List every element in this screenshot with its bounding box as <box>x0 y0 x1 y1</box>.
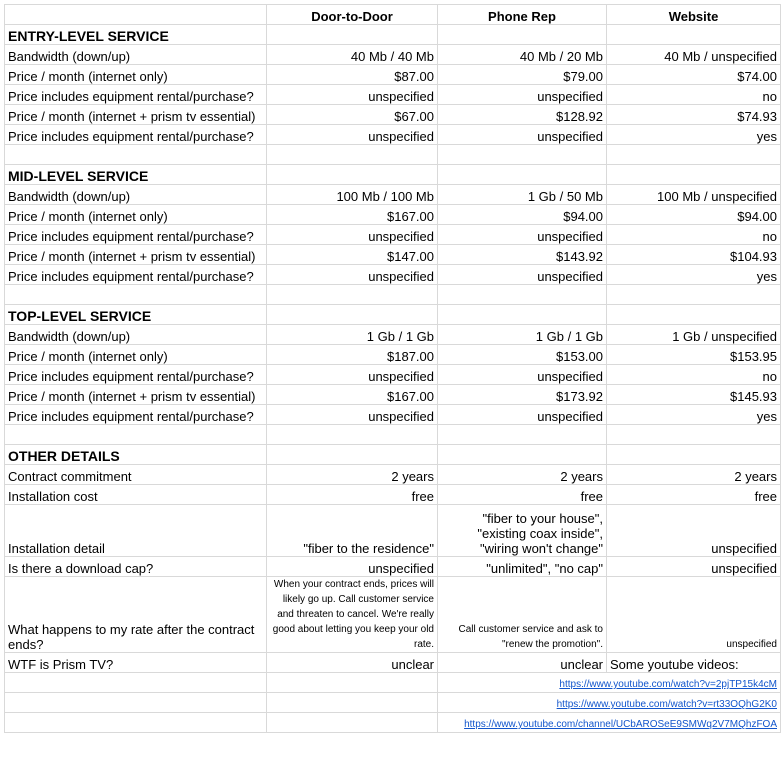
row-label[interactable]: Bandwidth (down/up) <box>5 325 267 345</box>
link-cell[interactable] <box>438 673 781 693</box>
empty-cell[interactable] <box>267 693 438 713</box>
row-label[interactable]: Price includes equipment rental/purchase? <box>5 225 267 245</box>
value-cell[interactable]: unclear <box>267 653 438 673</box>
value-cell[interactable]: $94.00 <box>607 205 781 225</box>
blank-row <box>5 285 781 305</box>
empty-cell[interactable] <box>267 145 438 165</box>
table-row <box>5 105 781 125</box>
youtube-link[interactable]: https://www.youtube.com/watch?v=2pjTP15k4cM <box>559 679 777 690</box>
table-row <box>5 65 781 85</box>
value-cell[interactable]: 2 years <box>607 465 781 485</box>
empty-cell[interactable] <box>438 425 607 445</box>
table-row <box>5 325 781 345</box>
value-cell[interactable]: unspecified <box>267 225 438 245</box>
blank-row <box>5 145 781 165</box>
value-cell[interactable]: $79.00 <box>438 65 607 85</box>
value-cell[interactable]: $104.93 <box>607 245 781 265</box>
row-label[interactable]: Is there a download cap? <box>5 557 267 577</box>
value-cell[interactable]: $167.00 <box>267 205 438 225</box>
value-cell[interactable]: 1 Gb / unspecified <box>607 325 781 345</box>
row-label[interactable]: Price includes equipment rental/purchase? <box>5 405 267 425</box>
empty-cell[interactable] <box>267 305 438 325</box>
table-row <box>5 85 781 105</box>
value-cell[interactable]: 40 Mb / 20 Mb <box>438 45 607 65</box>
table-row <box>5 385 781 405</box>
value-cell[interactable]: 2 years <box>267 465 438 485</box>
youtube-link[interactable]: https://www.youtube.com/watch?v=rt33OQhG2K0 <box>556 699 777 710</box>
table-row <box>5 505 781 557</box>
header-website[interactable]: Website <box>607 5 781 25</box>
value-cell[interactable]: $187.00 <box>267 345 438 365</box>
value-cell[interactable]: $94.00 <box>438 205 607 225</box>
header-door-to-door[interactable]: Door-to-Door <box>267 5 438 25</box>
table-row <box>5 577 781 653</box>
value-cell[interactable]: $147.00 <box>267 245 438 265</box>
table-row <box>5 125 781 145</box>
value-cell[interactable]: unspecified <box>267 265 438 285</box>
table-row <box>5 245 781 265</box>
empty-cell[interactable] <box>607 165 781 185</box>
value-cell[interactable]: unspecified <box>438 365 607 385</box>
empty-cell[interactable] <box>438 145 607 165</box>
value-cell[interactable]: free <box>438 485 607 505</box>
value-cell[interactable]: unspecified <box>267 365 438 385</box>
value-cell[interactable]: no <box>607 365 781 385</box>
value-cell[interactable]: $74.93 <box>607 105 781 125</box>
section-2-row <box>5 305 781 325</box>
section-1-title[interactable]: MID-LEVEL SERVICE <box>5 165 267 185</box>
empty-cell[interactable] <box>607 445 781 465</box>
header-phone-rep[interactable]: Phone Rep <box>438 5 607 25</box>
row-label[interactable]: What happens to my rate after the contract ends? <box>5 577 267 653</box>
value-cell[interactable]: 2 years <box>438 465 607 485</box>
empty-cell[interactable] <box>5 145 267 165</box>
section-2-title[interactable]: TOP-LEVEL SERVICE <box>5 305 267 325</box>
value-cell[interactable]: $74.00 <box>607 65 781 85</box>
value-cell[interactable]: $87.00 <box>267 65 438 85</box>
value-cell[interactable]: yes <box>607 265 781 285</box>
row-label[interactable]: Installation cost <box>5 485 267 505</box>
value-cell[interactable]: unspecified <box>607 505 781 557</box>
value-cell[interactable]: 1 Gb / 1 Gb <box>438 325 607 345</box>
row-label[interactable]: Price includes equipment rental/purchase? <box>5 265 267 285</box>
empty-cell[interactable] <box>438 25 607 45</box>
link-row <box>5 673 781 693</box>
value-cell[interactable]: unspecified <box>438 85 607 105</box>
value-cell[interactable]: yes <box>607 125 781 145</box>
empty-cell[interactable] <box>5 425 267 445</box>
value-cell[interactable]: $167.00 <box>267 385 438 405</box>
link-row <box>5 693 781 713</box>
row-label[interactable]: Price includes equipment rental/purchase? <box>5 85 267 105</box>
value-cell[interactable]: free <box>267 485 438 505</box>
empty-cell[interactable] <box>267 165 438 185</box>
empty-cell[interactable] <box>607 25 781 45</box>
value-cell[interactable]: "unlimited", "no cap" <box>438 557 607 577</box>
empty-cell[interactable] <box>5 285 267 305</box>
value-cell[interactable]: unspecified <box>267 557 438 577</box>
row-label[interactable]: Installation detail <box>5 505 267 557</box>
row-label[interactable]: Price / month (internet + prism tv essential) <box>5 105 267 125</box>
empty-cell[interactable] <box>267 25 438 45</box>
table-row <box>5 465 781 485</box>
value-cell[interactable]: Some youtube videos: <box>607 653 781 673</box>
table-row <box>5 45 781 65</box>
row-label[interactable]: Bandwidth (down/up) <box>5 185 267 205</box>
value-cell[interactable]: 40 Mb / unspecified <box>607 45 781 65</box>
value-cell[interactable]: $143.92 <box>438 245 607 265</box>
value-cell[interactable]: unspecified <box>438 405 607 425</box>
other-details-row <box>5 445 781 465</box>
value-cell[interactable]: 40 Mb / 40 Mb <box>267 45 438 65</box>
value-cell[interactable]: When your contract ends, prices will likely go up. Call customer service and threaten to cancel. We're really good about letting you keep your old rate. <box>267 577 438 653</box>
value-cell[interactable]: unspecified <box>267 125 438 145</box>
value-cell[interactable]: $153.00 <box>438 345 607 365</box>
empty-cell[interactable] <box>267 445 438 465</box>
value-cell[interactable]: no <box>607 225 781 245</box>
value-cell[interactable]: $173.92 <box>438 385 607 405</box>
value-cell[interactable]: 1 Gb / 1 Gb <box>267 325 438 345</box>
value-cell[interactable]: unspecified <box>438 265 607 285</box>
row-label[interactable]: WTF is Prism TV? <box>5 653 267 673</box>
table-row <box>5 485 781 505</box>
spreadsheet-grid <box>4 4 781 733</box>
value-cell[interactable]: free <box>607 485 781 505</box>
link-row <box>5 713 781 733</box>
empty-cell[interactable] <box>267 425 438 445</box>
value-cell[interactable]: unspecified <box>267 405 438 425</box>
empty-cell[interactable] <box>607 285 781 305</box>
link-cell[interactable] <box>438 693 781 713</box>
row-label[interactable]: Price includes equipment rental/purchase? <box>5 125 267 145</box>
empty-cell[interactable] <box>607 425 781 445</box>
table-row <box>5 365 781 385</box>
empty-cell[interactable] <box>607 305 781 325</box>
link-cell[interactable] <box>438 713 781 733</box>
empty-cell[interactable] <box>607 145 781 165</box>
value-cell[interactable]: "fiber to your house", "existing coax inside", "wiring won't change" <box>438 505 607 557</box>
row-label[interactable]: Price includes equipment rental/purchase? <box>5 365 267 385</box>
row-label[interactable]: Price / month (internet only) <box>5 65 267 85</box>
header-cell-empty[interactable] <box>5 5 267 25</box>
table-row <box>5 265 781 285</box>
blank-row <box>5 425 781 445</box>
empty-cell[interactable] <box>5 713 267 733</box>
table-row <box>5 557 781 577</box>
empty-cell[interactable] <box>438 285 607 305</box>
value-cell[interactable]: 100 Mb / 100 Mb <box>267 185 438 205</box>
header-row <box>5 5 781 25</box>
table-row <box>5 405 781 425</box>
table-row <box>5 345 781 365</box>
value-cell[interactable]: "fiber to the residence" <box>267 505 438 557</box>
value-cell[interactable]: $128.92 <box>438 105 607 125</box>
value-cell[interactable]: 1 Gb / 50 Mb <box>438 185 607 205</box>
empty-cell[interactable] <box>438 305 607 325</box>
value-cell[interactable]: $67.00 <box>267 105 438 125</box>
value-cell[interactable]: unclear <box>438 653 607 673</box>
value-cell[interactable]: 100 Mb / unspecified <box>607 185 781 205</box>
value-cell[interactable]: $145.93 <box>607 385 781 405</box>
value-cell[interactable]: unspecified <box>607 577 781 653</box>
empty-cell[interactable] <box>5 673 267 693</box>
section-1-row <box>5 165 781 185</box>
empty-cell[interactable] <box>438 165 607 185</box>
section-0-row <box>5 25 781 45</box>
section-0-title[interactable]: ENTRY-LEVEL SERVICE <box>5 25 267 45</box>
value-cell[interactable]: unspecified <box>607 557 781 577</box>
table-row <box>5 653 781 673</box>
empty-cell[interactable] <box>438 445 607 465</box>
value-cell[interactable]: unspecified <box>438 225 607 245</box>
youtube-link[interactable]: https://www.youtube.com/channel/UCbAROSeE9SMWq2V7MQhzFOA <box>464 719 777 730</box>
value-cell[interactable]: unspecified <box>438 125 607 145</box>
empty-cell[interactable] <box>267 285 438 305</box>
table-row <box>5 205 781 225</box>
row-label[interactable]: Price / month (internet + prism tv essential) <box>5 245 267 265</box>
empty-cell[interactable] <box>5 693 267 713</box>
empty-cell[interactable] <box>267 673 438 693</box>
row-label[interactable]: Contract commitment <box>5 465 267 485</box>
row-label[interactable]: Price / month (internet only) <box>5 345 267 365</box>
row-label[interactable]: Bandwidth (down/up) <box>5 45 267 65</box>
value-cell[interactable]: no <box>607 85 781 105</box>
value-cell[interactable]: yes <box>607 405 781 425</box>
row-label[interactable]: Price / month (internet only) <box>5 205 267 225</box>
empty-cell[interactable] <box>267 713 438 733</box>
table-row <box>5 185 781 205</box>
value-cell[interactable]: Call customer service and ask to "renew the promotion". <box>438 577 607 653</box>
table-row <box>5 225 781 245</box>
row-label[interactable]: Price / month (internet + prism tv essential) <box>5 385 267 405</box>
value-cell[interactable]: $153.95 <box>607 345 781 365</box>
value-cell[interactable]: unspecified <box>267 85 438 105</box>
other-details-title[interactable]: OTHER DETAILS <box>5 445 267 465</box>
